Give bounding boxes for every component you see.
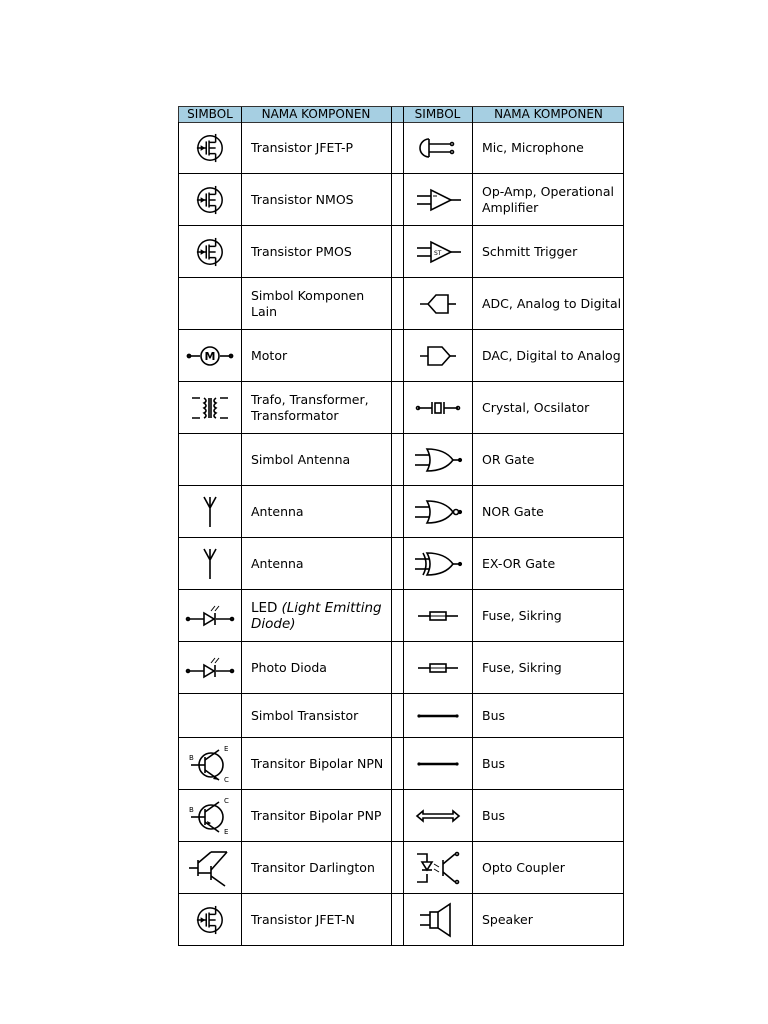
or-gate-icon (403, 434, 472, 485)
component-name-text: NOR Gate (482, 503, 544, 519)
header-nama-right: NAMA KOMPONEN (494, 107, 603, 121)
component-name-right (472, 590, 625, 641)
component-name-left (241, 434, 391, 485)
svg-text:B: B (189, 805, 194, 814)
xor-gate-icon (403, 538, 472, 589)
fuse-icon (403, 590, 472, 641)
component-name-left (241, 538, 391, 589)
component-name-right (472, 738, 625, 789)
jfet-p-icon (179, 122, 241, 173)
table-row (178, 122, 624, 174)
header-simbol-left: SIMBOL (187, 107, 233, 121)
component-name-text: Transitor Bipolar NPN (251, 755, 384, 771)
component-name-text: Op-Amp, Operational Amplifier (482, 183, 614, 215)
component-name-text: Bus (482, 807, 506, 823)
component-name-right (472, 330, 625, 381)
schmitt-trigger-icon (403, 226, 472, 277)
opamp-icon (403, 174, 472, 225)
component-name-right (472, 642, 625, 693)
component-name-right (472, 538, 625, 589)
header-nama-left: NAMA KOMPONEN (261, 107, 371, 121)
svg-text:M: M (204, 349, 216, 363)
table-row (178, 486, 624, 538)
component-name-text: Bus (482, 707, 506, 723)
component-name-text: Opto Coupler (482, 859, 565, 875)
component-name-right (472, 434, 625, 485)
component-name-text: Photo Dioda (251, 659, 327, 675)
table-row (178, 894, 624, 946)
component-name-text: OR Gate (482, 451, 535, 467)
component-name-right (472, 174, 625, 225)
antenna-icon (179, 486, 241, 537)
bus-icon (403, 694, 472, 737)
component-name-text: Trafo, Transformer, Transformator (251, 391, 369, 423)
component-name-text: Fuse, Sikring (482, 659, 562, 675)
component-name-right (472, 382, 625, 433)
component-name-text: Speaker (482, 911, 533, 927)
component-name-text: EX-OR Gate (482, 555, 556, 571)
component-name-right (472, 486, 625, 537)
fuse-icon (403, 642, 472, 693)
component-name-text: Simbol Antenna (251, 451, 351, 467)
component-name-text: Transitor Bipolar PNP (251, 807, 382, 823)
table-row (178, 538, 624, 590)
component-name-text: Transistor PMOS (251, 243, 352, 259)
component-name-text: DAC, Digital to Analog (482, 347, 621, 363)
table-row (178, 694, 624, 738)
component-name-italic: (Light Emitting Diode) (251, 599, 382, 632)
table-row (178, 790, 624, 842)
opto-coupler-icon (403, 842, 472, 893)
component-name-text: Transitor Darlington (251, 859, 375, 875)
component-name-text: Antenna (251, 503, 304, 519)
component-name-right (472, 226, 625, 277)
component-name-text: Transistor JFET-P (251, 139, 353, 155)
transformer-icon (179, 382, 241, 433)
component-name-left (241, 278, 391, 329)
component-name-text: Bus (482, 755, 506, 771)
svg-text:C: C (224, 796, 229, 805)
component-name-right (472, 278, 625, 329)
svg-text:C: C (224, 775, 229, 784)
component-name-left (241, 790, 391, 841)
component-name-text: Schmitt Trigger (482, 243, 578, 259)
component-name-right (472, 694, 625, 737)
table-row (178, 330, 624, 382)
bus-double-arrow-icon (403, 790, 472, 841)
svg-text:ST: ST (433, 249, 441, 257)
component-name-left (241, 694, 391, 737)
nmos-icon (179, 174, 241, 225)
svg-text:E: E (224, 827, 229, 836)
component-name-right (472, 842, 625, 893)
speaker-icon (403, 894, 472, 945)
table-row (178, 434, 624, 486)
component-name-left (241, 642, 391, 693)
component-name-left (241, 894, 391, 945)
header-simbol-right: SIMBOL (414, 107, 461, 121)
component-name-text: Motor (251, 347, 288, 363)
table-row (178, 174, 624, 226)
empty-symbol-cell (179, 278, 241, 329)
motor-icon (179, 330, 241, 381)
table-row (178, 590, 624, 642)
pnp-icon (179, 790, 241, 841)
empty-symbol-cell (179, 434, 241, 485)
table-header (178, 106, 624, 123)
component-name-left (241, 738, 391, 789)
table-row (178, 226, 624, 278)
table-row (178, 642, 624, 694)
component-name-left (241, 330, 391, 381)
bus-icon (403, 738, 472, 789)
table-row (178, 382, 624, 434)
component-name-text: Antenna (251, 555, 304, 571)
pmos-icon (179, 226, 241, 277)
antenna-icon (179, 538, 241, 589)
darlington-icon (179, 842, 241, 893)
component-name-text: Mic, Microphone (482, 139, 584, 155)
component-name-left (241, 122, 391, 173)
component-name-left (241, 174, 391, 225)
component-name-left (241, 382, 391, 433)
dac-icon (403, 330, 472, 381)
table-row (178, 738, 624, 790)
component-name-text: Crystal, Ocsilator (482, 399, 590, 415)
component-name-text: Simbol Komponen Lain (251, 287, 365, 319)
nor-gate-icon (403, 486, 472, 537)
component-name-left (241, 842, 391, 893)
svg-text:B: B (189, 753, 194, 762)
jfet-n-icon (179, 894, 241, 945)
table-row (178, 278, 624, 330)
component-name-right (472, 894, 625, 945)
component-name-left (241, 590, 391, 641)
table-row (178, 842, 624, 894)
crystal-icon (403, 382, 472, 433)
component-name-text: LED (251, 599, 278, 616)
component-name-right (472, 122, 625, 173)
component-name-text: Simbol Transistor (251, 707, 359, 723)
svg-text:E: E (224, 744, 229, 753)
component-name-right (472, 790, 625, 841)
npn-icon (179, 738, 241, 789)
photodiode-icon (179, 642, 241, 693)
component-name-text: Transistor JFET-N (251, 911, 355, 927)
empty-symbol-cell (179, 694, 241, 737)
component-name-left (241, 226, 391, 277)
component-name-text: ADC, Analog to Digital (482, 295, 622, 311)
microphone-icon (403, 122, 472, 173)
component-name-text: Transistor NMOS (251, 191, 354, 207)
component-name-text: Fuse, Sikring (482, 607, 562, 623)
component-name-left (241, 486, 391, 537)
led-icon (179, 590, 241, 641)
adc-icon (403, 278, 472, 329)
